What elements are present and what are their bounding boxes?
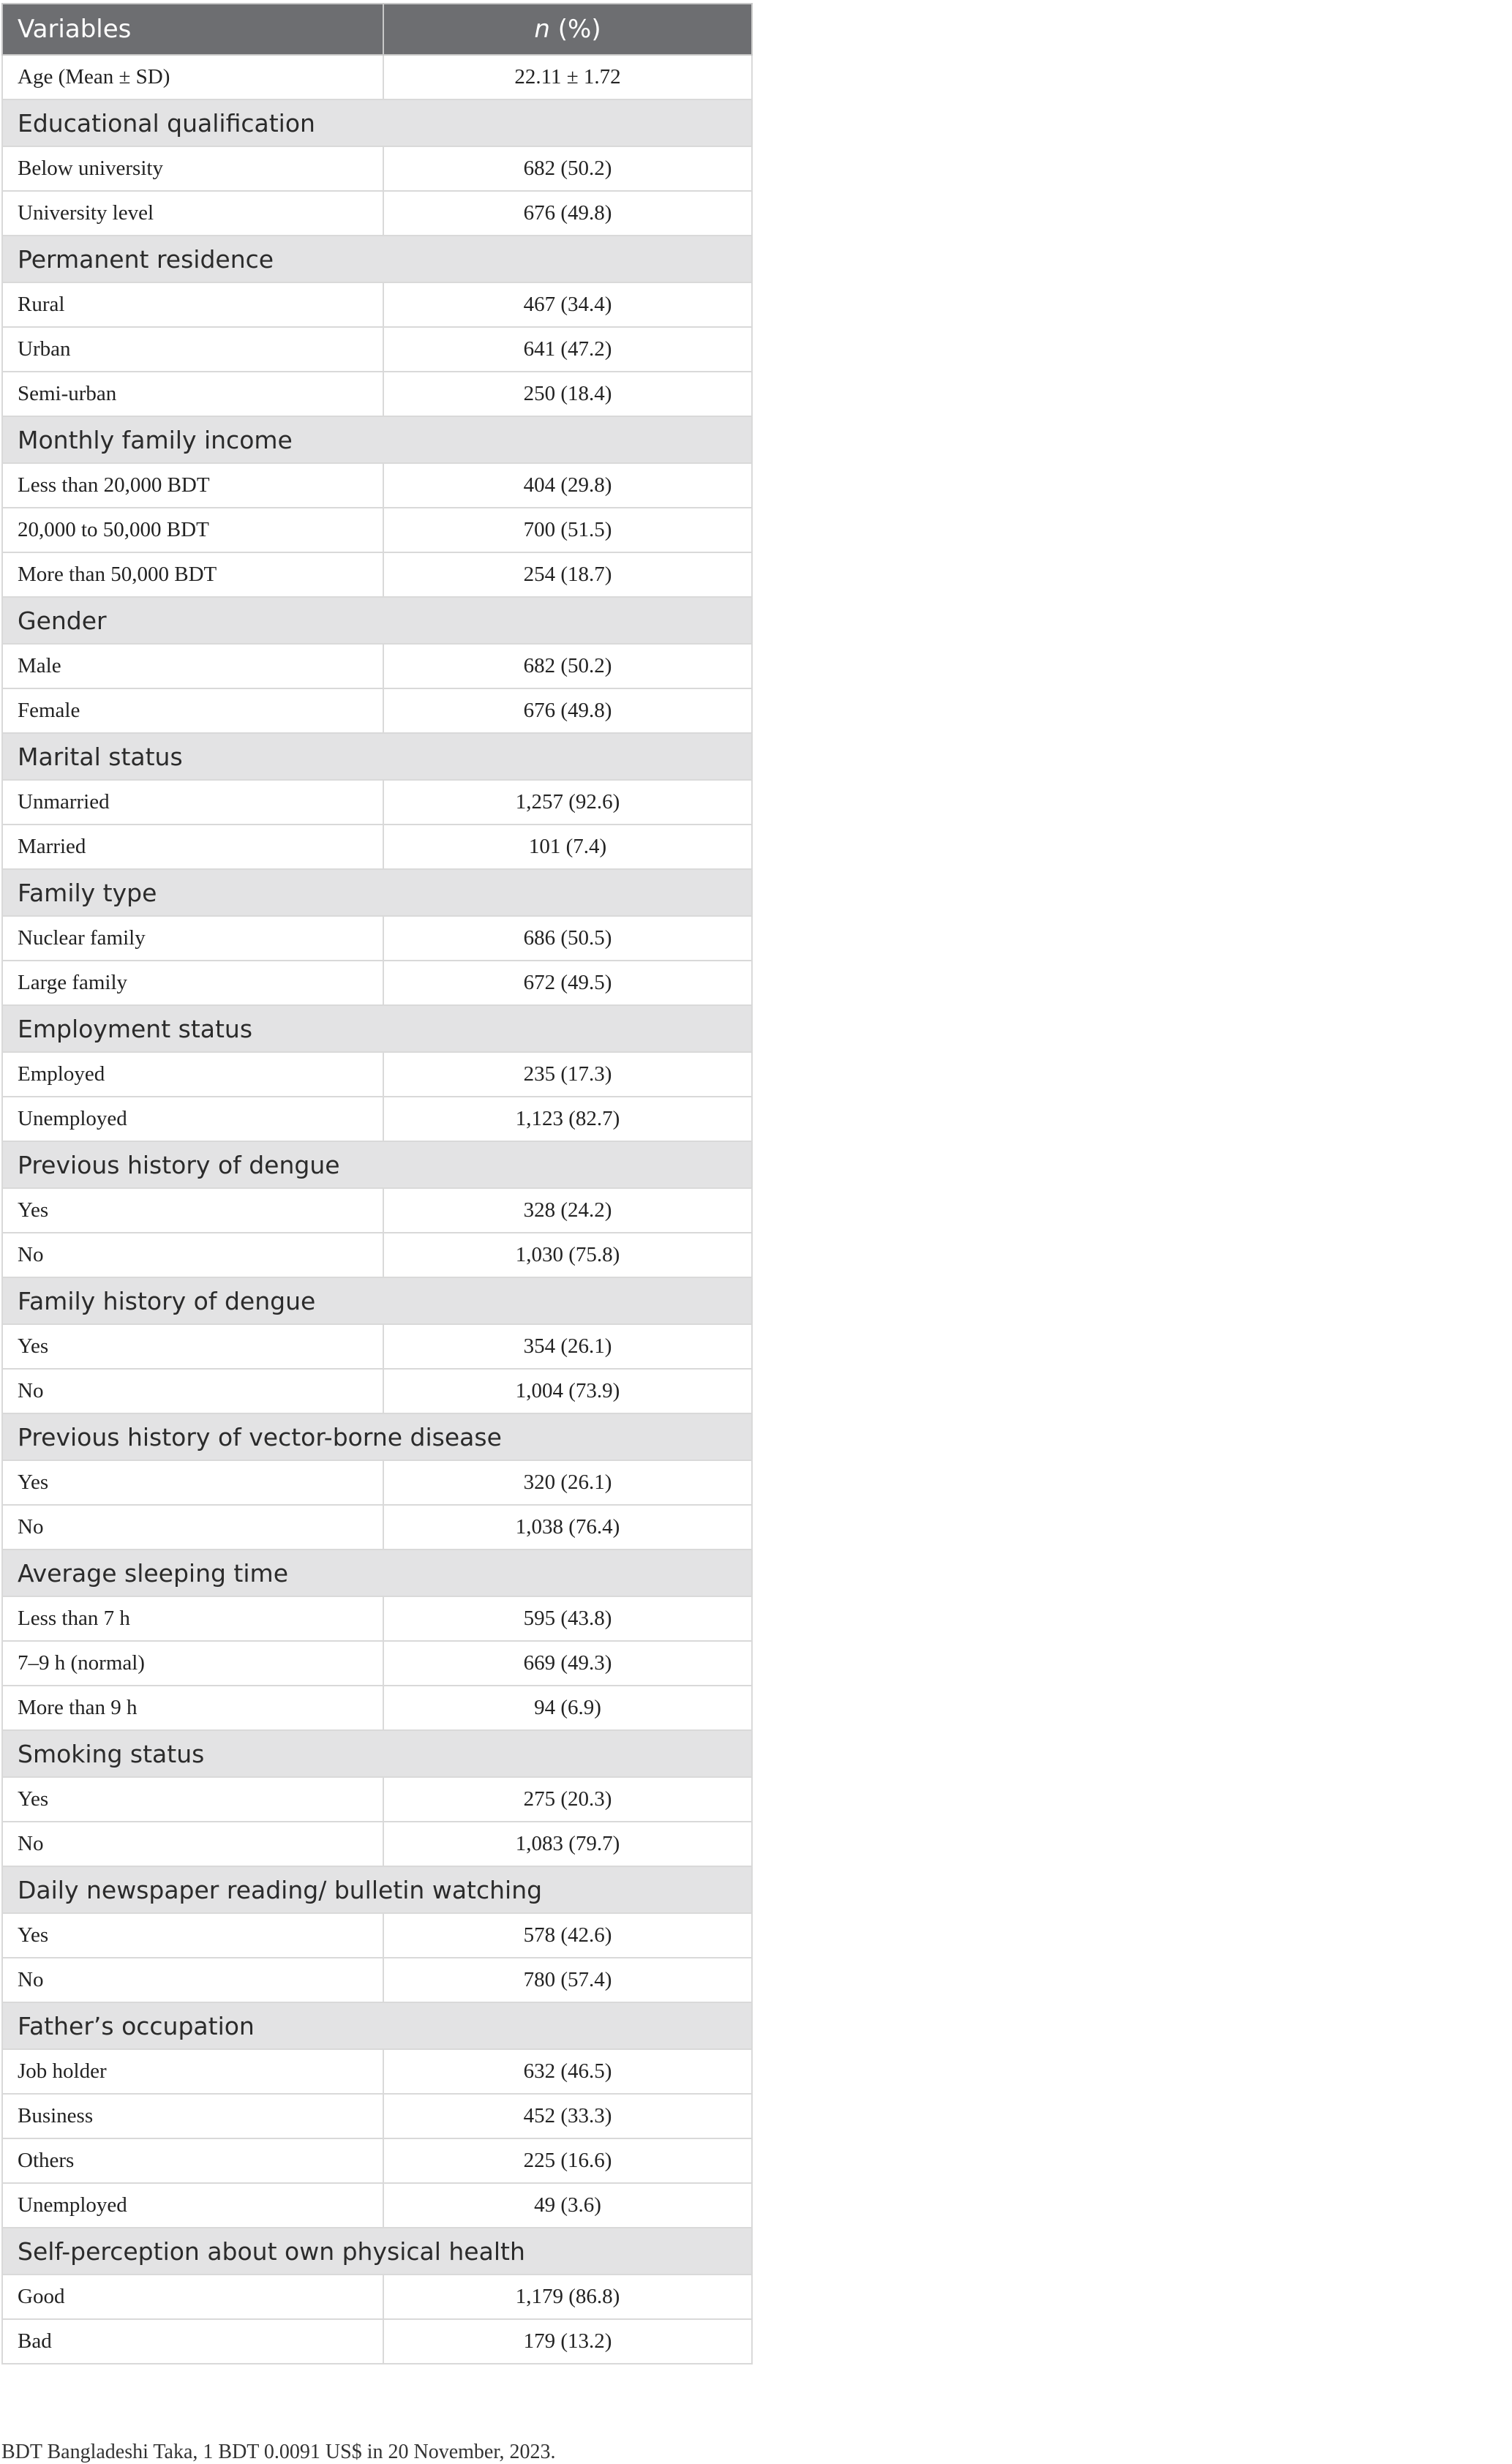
row-label: 20,000 to 50,000 BDT: [2, 508, 383, 552]
row-label: Others: [2, 2138, 383, 2183]
table-row: [2, 282, 752, 327]
row-value: 1,257 (92.6): [383, 780, 752, 825]
category-title: Employment status: [2, 1005, 752, 1052]
row-label: Yes: [2, 1188, 383, 1233]
category-title: Father’s occupation: [2, 2002, 752, 2049]
category-title: Previous history of vector-borne disease: [2, 1413, 752, 1460]
table-row: [2, 2319, 752, 2364]
row-value: 676 (49.8): [383, 688, 752, 733]
row-value: 235 (17.3): [383, 1052, 752, 1097]
category-row: [2, 597, 752, 644]
category-title: Marital status: [2, 733, 752, 780]
table-row: [2, 2138, 752, 2183]
row-label: Large family: [2, 961, 383, 1005]
row-label: Yes: [2, 1460, 383, 1505]
category-row: [2, 1413, 752, 1460]
row-value: 452 (33.3): [383, 2094, 752, 2138]
table-row: [2, 2049, 752, 2094]
table-row: [2, 780, 752, 825]
table-row: [2, 1233, 752, 1277]
category-row: [2, 1550, 752, 1596]
category-row: [2, 236, 752, 282]
row-label: Unemployed: [2, 2183, 383, 2228]
category-row: [2, 733, 752, 780]
row-value: 404 (29.8): [383, 463, 752, 508]
row-value: 595 (43.8): [383, 1596, 752, 1641]
row-value: 669 (49.3): [383, 1641, 752, 1686]
table-row: [2, 191, 752, 236]
row-label: 7–9 h (normal): [2, 1641, 383, 1686]
table-row: [2, 1505, 752, 1550]
row-value: 254 (18.7): [383, 552, 752, 597]
row-value: 1,004 (73.9): [383, 1369, 752, 1413]
row-label: Unemployed: [2, 1097, 383, 1141]
category-row: [2, 2002, 752, 2049]
category-row: [2, 416, 752, 463]
table-row: [2, 1052, 752, 1097]
table-row: [2, 2275, 752, 2319]
row-label: Yes: [2, 1324, 383, 1369]
category-title: Family type: [2, 869, 752, 916]
table-row: [2, 1958, 752, 2002]
row-label: Unmarried: [2, 780, 383, 825]
row-value: 780 (57.4): [383, 1958, 752, 2002]
row-value: 101 (7.4): [383, 825, 752, 869]
row-label: No: [2, 1958, 383, 2002]
table-row: [2, 327, 752, 372]
category-row: [2, 1005, 752, 1052]
row-value: 672 (49.5): [383, 961, 752, 1005]
row-label: Urban: [2, 327, 383, 372]
row-label: Business: [2, 2094, 383, 2138]
table-row: [2, 1822, 752, 1866]
row-label: More than 9 h: [2, 1686, 383, 1730]
row-label: Semi-urban: [2, 372, 383, 416]
table-row: [2, 1686, 752, 1730]
row-value: 682 (50.2): [383, 644, 752, 688]
table-row: [2, 644, 752, 688]
row-label: Yes: [2, 1913, 383, 1958]
row-value: 179 (13.2): [383, 2319, 752, 2364]
table-row: [2, 508, 752, 552]
row-value: 275 (20.3): [383, 1777, 752, 1822]
row-label: More than 50,000 BDT: [2, 552, 383, 597]
table-row: [2, 552, 752, 597]
header-n-italic: n: [534, 15, 550, 44]
table-row: [2, 1097, 752, 1141]
row-value: 1,179 (86.8): [383, 2275, 752, 2319]
row-value: 1,083 (79.7): [383, 1822, 752, 1866]
table-row: [2, 1188, 752, 1233]
table-header-row: [2, 4, 752, 55]
table-row: [2, 825, 752, 869]
row-label: Nuclear family: [2, 916, 383, 961]
row-value: 94 (6.9): [383, 1686, 752, 1730]
row-label: No: [2, 1822, 383, 1866]
row-label: Yes: [2, 1777, 383, 1822]
row-label: Married: [2, 825, 383, 869]
category-row: [2, 2228, 752, 2275]
demographics-table: [1, 3, 753, 2365]
row-label: No: [2, 1369, 383, 1413]
category-title: Family history of dengue: [2, 1277, 752, 1324]
row-value: 467 (34.4): [383, 282, 752, 327]
row-label: No: [2, 1233, 383, 1277]
row-value: 1,123 (82.7): [383, 1097, 752, 1141]
table-row: [2, 1777, 752, 1822]
header-n-percent: [383, 4, 752, 55]
table-row: [2, 2183, 752, 2228]
table-row: [2, 2094, 752, 2138]
category-title: Average sleeping time: [2, 1550, 752, 1596]
row-value: 578 (42.6): [383, 1913, 752, 1958]
row-label: Age (Mean ± SD): [2, 55, 383, 99]
row-value: 225 (16.6): [383, 2138, 752, 2183]
row-value: 682 (50.2): [383, 146, 752, 191]
table-row: [2, 916, 752, 961]
table-row: [2, 1324, 752, 1369]
table-row: [2, 372, 752, 416]
table-row: [2, 1641, 752, 1686]
table-body: [2, 55, 752, 2364]
table-row: [2, 1596, 752, 1641]
row-label: Female: [2, 688, 383, 733]
row-value: 320 (26.1): [383, 1460, 752, 1505]
row-label: Rural: [2, 282, 383, 327]
row-value: 1,030 (75.8): [383, 1233, 752, 1277]
row-value: 700 (51.5): [383, 508, 752, 552]
category-row: [2, 1730, 752, 1777]
category-title: Self-perception about own physical health: [2, 2228, 752, 2275]
row-label: Good: [2, 2275, 383, 2319]
row-label: Less than 20,000 BDT: [2, 463, 383, 508]
category-title: Gender: [2, 597, 752, 644]
table-row: [2, 688, 752, 733]
category-title: Smoking status: [2, 1730, 752, 1777]
category-row: [2, 1141, 752, 1188]
row-value: 354 (26.1): [383, 1324, 752, 1369]
row-value: 641 (47.2): [383, 327, 752, 372]
row-value: 328 (24.2): [383, 1188, 752, 1233]
table-row: [2, 961, 752, 1005]
row-value: 49 (3.6): [383, 2183, 752, 2228]
table-footnote: BDT Bangladeshi Taka, 1 BDT 0.0091 US$ in 20 November, 2023.: [1, 2441, 556, 2463]
table-row: [2, 1460, 752, 1505]
row-label: Job holder: [2, 2049, 383, 2094]
header-percent: (%): [549, 15, 601, 44]
category-title: Monthly family income: [2, 416, 752, 463]
row-label: Bad: [2, 2319, 383, 2364]
category-row: [2, 869, 752, 916]
category-row: [2, 99, 752, 146]
row-value: 632 (46.5): [383, 2049, 752, 2094]
row-value: 250 (18.4): [383, 372, 752, 416]
row-label: Less than 7 h: [2, 1596, 383, 1641]
table-row: [2, 1369, 752, 1413]
table-row: [2, 146, 752, 191]
row-label: Employed: [2, 1052, 383, 1097]
row-label: University level: [2, 191, 383, 236]
category-title: Educational qualification: [2, 99, 752, 146]
table-container: [1, 3, 751, 2365]
row-value: 22.11 ± 1.72: [383, 55, 752, 99]
table-row: [2, 1913, 752, 1958]
table-row: [2, 463, 752, 508]
category-row: [2, 1866, 752, 1913]
category-title: Daily newspaper reading/ bulletin watching: [2, 1866, 752, 1913]
row-value: 686 (50.5): [383, 916, 752, 961]
row-value: 676 (49.8): [383, 191, 752, 236]
header-variables: Variables: [2, 4, 383, 55]
row-label: No: [2, 1505, 383, 1550]
row-value: 1,038 (76.4): [383, 1505, 752, 1550]
category-title: Previous history of dengue: [2, 1141, 752, 1188]
row-label: Male: [2, 644, 383, 688]
table-row-age: [2, 55, 752, 99]
category-title: Permanent residence: [2, 236, 752, 282]
row-label: Below university: [2, 146, 383, 191]
category-row: [2, 1277, 752, 1324]
